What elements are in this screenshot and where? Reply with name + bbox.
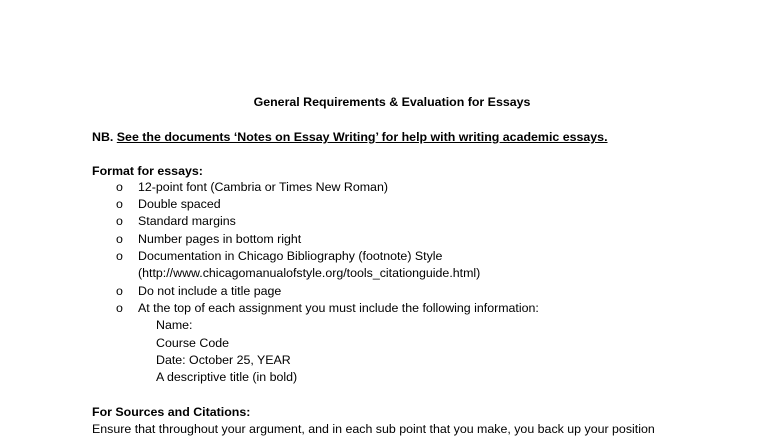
- required-info-item: Course Code: [156, 336, 230, 350]
- nb-prefix: NB.: [92, 130, 117, 144]
- nb-note: [92, 129, 608, 145]
- bullet-marker: o: [116, 249, 123, 263]
- notes-on-essay-writing-link[interactable]: See the documents ‘Notes on Essay Writing’ for help with writing academic essays.: [116, 130, 608, 144]
- bullet-text: Do not include a title page: [138, 284, 282, 298]
- bullet-text: Double spaced: [138, 197, 221, 211]
- bullet-text: At the top of each assignment you must include the following information:: [138, 301, 539, 315]
- bullet-marker: o: [116, 214, 123, 228]
- required-info-item: Name:: [156, 318, 193, 332]
- required-info-item: A descriptive title (in bold): [156, 370, 298, 384]
- bullet-marker: o: [116, 180, 123, 194]
- bullet-marker: o: [116, 197, 123, 211]
- required-info-item: Date: October 25, YEAR: [156, 353, 291, 367]
- bullet-marker: o: [116, 232, 123, 246]
- bullet-marker: o: [116, 301, 123, 315]
- sources-paragraph: Ensure that throughout your argument, and in each sub point that you make, you back up your position: [92, 422, 655, 436]
- bullet-text: Documentation in Chicago Bibliography (footnote) Style: [138, 249, 443, 263]
- bullet-text: 12-point font (Cambria or Times New Roman): [138, 180, 388, 194]
- bullet-text: Number pages in bottom right: [138, 232, 302, 246]
- document-title: General Requirements & Evaluation for Essays: [253, 95, 531, 109]
- format-heading: Format for essays:: [92, 164, 203, 178]
- citation-guide-url[interactable]: (http://www.chicagomanualofstyle.org/tools_citationguide.html): [138, 266, 481, 280]
- bullet-marker: o: [116, 284, 123, 298]
- sources-heading: For Sources and Citations:: [92, 405, 251, 419]
- bullet-text: Standard margins: [138, 214, 236, 228]
